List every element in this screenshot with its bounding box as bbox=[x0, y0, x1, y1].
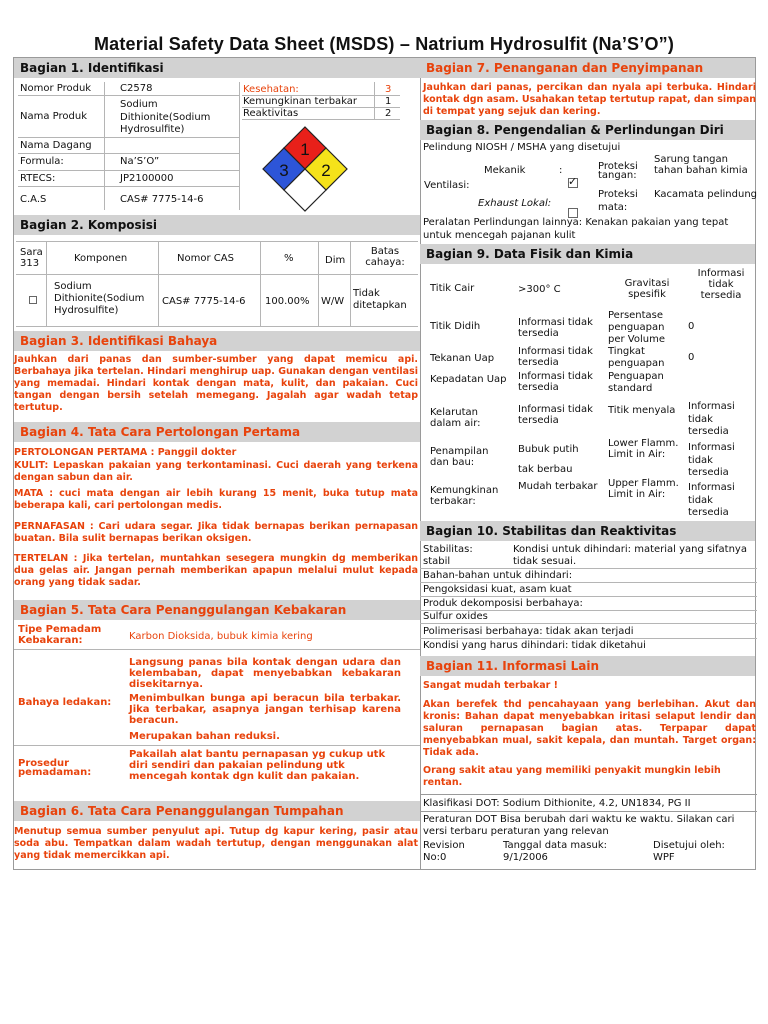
document-title: Material Safety Data Sheet (MSDS) – Natrium Hydrosulfit (Na’S’O”) bbox=[93, 34, 675, 54]
approved-by: Disetujui oleh: WPF bbox=[653, 840, 725, 863]
right-column bbox=[420, 58, 755, 869]
phys-label-melting: Titik Cair bbox=[430, 283, 475, 294]
phys-label-gravity: Gravitasi spesifik bbox=[624, 278, 670, 300]
ppe-hand-value: Sarung tangan tahan bahan kimia bbox=[654, 154, 748, 176]
section-1-header: Bagian 1. Identifikasi bbox=[14, 58, 420, 78]
phys-label-evap-rate: Tingkat penguapan bbox=[608, 346, 665, 369]
section-7-text: Jauhkan dari panas, percikan dan nyala api terbuka. Hindari kontak dgn asam. Usahakan tetap tertutup rapat, dan simpan di tempat yang sejuk dan kering. bbox=[423, 82, 756, 117]
comp-col-limit: Batas cahaya: bbox=[365, 246, 405, 268]
section-2-body bbox=[14, 237, 420, 332]
section-7-header: Bagian 7. Penanganan dan Penyimpanan bbox=[420, 58, 755, 78]
phys-label-evap-percent: Persentase penguapan per Volume bbox=[608, 310, 665, 345]
explosion-hazard-1: Langsung panas bila kontak dengan udara dan kelembaban, dapat menyebabkan kebakaran disekitarnya. bbox=[129, 657, 401, 690]
phys-value-flashpoint: Informasi tidak tersedia bbox=[688, 401, 735, 437]
phys-value-evap-percent: 0 bbox=[688, 321, 695, 332]
phys-label-vapor-pressure: Tekanan Uap bbox=[430, 353, 495, 364]
section-11-header: Bagian 11. Informasi Lain bbox=[420, 656, 755, 676]
section-6-header: Bagian 6. Tata Cara Penanggulangan Tumpahan bbox=[14, 801, 420, 821]
hazard-label-reactivity: Reaktivitas bbox=[243, 108, 299, 119]
id-value-cas: CAS# 7775-14-6 bbox=[120, 194, 204, 205]
phys-label-solubility: Kelarutan dalam air: bbox=[430, 407, 481, 429]
phys-label-ufl: Upper Flamm. Limit in Air: bbox=[608, 478, 679, 500]
revision-number: Revision No:0 bbox=[423, 840, 465, 863]
phys-value-flammability: Mudah terbakar bbox=[518, 481, 598, 492]
phys-label-vapor-density: Kepadatan Uap bbox=[430, 374, 507, 385]
nfpa-diamond bbox=[262, 126, 348, 212]
section-2-header: Bagian 2. Komposisi bbox=[14, 215, 420, 235]
id-label-rtecs: RTECS: bbox=[20, 173, 56, 184]
mechanical-check-mark: ✓ bbox=[568, 175, 578, 188]
comp-col-dim: Dim bbox=[325, 255, 346, 266]
id-value-product-name: Sodium Dithionite(Sodium Hydrosulfite) bbox=[120, 99, 211, 135]
explosion-hazard-2: Menimbulkan bunga api beracun bila terbakar. Jika terbakar, asapnya jangan terhisap karena beracun. bbox=[129, 693, 401, 726]
id-label-product-number: Nomor Produk bbox=[20, 83, 92, 94]
firefighting-procedure-value: Pakailah alat bantu pernapasan yg cukup utk diri sendiri dan pakaian pelindung utk mencegah kontak dgn kulit dan pakaian. bbox=[129, 749, 386, 782]
comp-col-component: Komponen bbox=[74, 253, 128, 264]
comp-value-dim: W/W bbox=[321, 296, 345, 307]
hazard-value-health: 3 bbox=[385, 84, 392, 95]
comp-col-cas: Nomor CAS bbox=[177, 253, 234, 264]
id-label-product-name: Nama Produk bbox=[20, 111, 87, 122]
section-8-body bbox=[420, 140, 755, 240]
section-8-header: Bagian 8. Pengendalian & Perlindungan Diri bbox=[420, 120, 755, 140]
section-3-text: Jauhkan dari panas dan sumber-sumber yang dapat memicu api. Berbahaya jika tertelan. Hindari menghirup uap. Gunakan dengan ventilasi yang memadai. Hindari kontak dengan mata, kulit, dan pakaian. Cuci tangan dengan bersih setelah memegang. Jagalah agar wadah tetap tertutup. bbox=[14, 354, 418, 413]
phys-label-flashpoint: Titik menyala bbox=[608, 405, 676, 416]
section-10-body bbox=[420, 542, 755, 654]
nfpa-fire-number: 1 bbox=[300, 140, 310, 159]
phys-value-gravity: Informasi tidak tersedia bbox=[697, 268, 745, 301]
first-aid-call-doctor: PERTOLONGAN PERTAMA : Panggil dokter bbox=[14, 447, 237, 458]
section-3-header: Bagian 3. Identifikasi Bahaya bbox=[14, 331, 420, 351]
section-5-header: Bagian 5. Tata Cara Penanggulangan Kebakaran bbox=[14, 600, 420, 620]
section-10-header: Bagian 10. Stabilitas dan Reaktivitas bbox=[420, 521, 755, 541]
msds-sheet bbox=[13, 57, 756, 870]
other-info-sensitive: Orang sakit atau yang memiliki penyakit mungkin lebih rentan. bbox=[423, 765, 721, 788]
first-aid-ingestion: TERTELAN : Jika tertelan, muntahkan sesegera mungkin dg memberikan dua gelas air. Jangan pernah memberikan apapun melalui mulut kepada orang yang tidak sadar. bbox=[14, 553, 418, 588]
ppe-ventilation-label: Ventilasi: bbox=[424, 180, 470, 191]
phys-label-evap-standard: Penguapan standard bbox=[608, 371, 664, 394]
ppe-eye-label: Proteksi mata: bbox=[598, 189, 638, 213]
section-9-body bbox=[420, 266, 755, 516]
ppe-eye-value: Kacamata pelindung bbox=[654, 189, 757, 200]
explosion-hazard-3: Merupakan bahan reduksi. bbox=[129, 731, 280, 742]
phys-label-boiling: Titik Didih bbox=[430, 321, 481, 332]
phys-value-vapor-density: Informasi tidak tersedia bbox=[518, 371, 593, 393]
ppe-mechanical-colon: : bbox=[559, 165, 563, 176]
first-aid-breathing: PERNAFASAN : Cari udara segar. Jika tidak bernapas berikan pernapasan buatan. Bila sulit bernapas berikan oksigen. bbox=[14, 521, 418, 544]
materials-avoid-label: Bahan-bahan untuk dihindari: bbox=[423, 570, 573, 581]
left-column bbox=[14, 58, 421, 869]
id-label-trade-name: Nama Dagang bbox=[20, 140, 92, 151]
phys-label-flammability: Kemungkinan terbakar: bbox=[430, 485, 499, 507]
hazard-label-flammability: Kemungkinan terbakar bbox=[243, 96, 358, 107]
phys-value-vapor-pressure: Informasi tidak tersedia bbox=[518, 346, 593, 368]
comp-col-percent: % bbox=[284, 253, 294, 264]
decomposition-value: Sulfur oxides bbox=[423, 611, 488, 622]
comp-value-component: Sodium Dithionite(Sodium Hydrosulfite) bbox=[54, 281, 145, 316]
first-aid-skin: KULIT: Lepaskan pakaian yang terkontaminasi. Cuci daerah yang terkena dengan sabun dan air. bbox=[14, 460, 418, 483]
date-entered: Tanggal data masuk: 9/1/2006 bbox=[503, 840, 607, 863]
comp-value-limit: Tidak ditetapkan bbox=[353, 288, 407, 311]
section-1-body bbox=[14, 78, 420, 213]
stability-value: Kondisi untuk dihindari: material yang sifatnya tidak sesuai. bbox=[513, 544, 747, 567]
other-info-effects: Akan berefek thd pencahayaan yang berlebihan. Akut dan kronis: Bahan dapat menyebabkan iritasi selaput lendir dan saluran pernapasan bagian atas. Terpapar dapat menyebabkan mual, sakit kepala, dan muntah. Target organ: Tidak ada. bbox=[423, 699, 756, 758]
comp-col-sara: Sara 313 bbox=[20, 247, 43, 269]
materials-avoid-value: Pengoksidasi kuat, asam kuat bbox=[423, 584, 572, 595]
firefighting-procedure-label: Prosedur pemadaman: bbox=[18, 758, 92, 778]
comp-value-cas: CAS# 7775-14-6 bbox=[162, 296, 246, 307]
phys-value-ufl: Informasi tidak tersedia bbox=[688, 482, 735, 518]
phys-value-melting: >300° C bbox=[518, 284, 561, 295]
stability-label: Stabilitas: stabil bbox=[423, 544, 473, 567]
nfpa-health-number: 3 bbox=[279, 161, 289, 180]
ppe-other: Peralatan Perlindungan lainnya: Kenakan pakaian yang tepat untuk mencegah pajanan kulit bbox=[423, 217, 729, 241]
phys-value-boiling: Informasi tidak tersedia bbox=[518, 317, 593, 339]
hazard-value-reactivity: 2 bbox=[385, 108, 392, 119]
id-label-cas: C.A.S bbox=[20, 194, 47, 205]
id-value-product-number: C2578 bbox=[120, 83, 153, 94]
ppe-exhaust-label: Exhaust Lokal: bbox=[478, 198, 552, 209]
explosion-hazard-label: Bahaya ledakan: bbox=[18, 697, 112, 708]
id-value-rtecs: JP2100000 bbox=[120, 173, 174, 184]
phys-label-lfl: Lower Flamm. Limit in Air: bbox=[608, 438, 679, 460]
first-aid-eyes: MATA : cuci mata dengan air lebih kurang 15 menit, buka tutup mata beberapa kali, cari pertolongan medis. bbox=[14, 488, 418, 511]
dot-regulation-note: Peraturan DOT Bisa berubah dari waktu ke waktu. Silakan cari versi terbaru peraturan yang relevan bbox=[423, 814, 735, 837]
section-6-text: Menutup semua sumber penyulut api. Tutup dg kapur kering, pasir atau soda abu. Tempatkan dalam wadah tertutup, dengan menggunakan alat yang tidak memercikkan api. bbox=[14, 826, 418, 861]
fire-extinguisher-value: Karbon Dioksida, bubuk kimia kering bbox=[129, 631, 313, 642]
nfpa-reactivity-number: 2 bbox=[321, 161, 331, 180]
section-9-header: Bagian 9. Data Fisik dan Kimia bbox=[420, 244, 755, 264]
phys-value-lfl: Informasi tidak tersedia bbox=[688, 442, 735, 478]
decomposition-label: Produk dekomposisi berbahaya: bbox=[423, 598, 583, 609]
section-5-body bbox=[14, 621, 420, 787]
phys-value-evap-rate: 0 bbox=[688, 352, 695, 363]
hazard-label-health: Kesehatan: bbox=[243, 84, 299, 95]
ppe-mechanical-label: Mekanik bbox=[484, 165, 526, 176]
other-info-flammable: Sangat mudah terbakar ! bbox=[423, 680, 558, 691]
id-value-formula: Na’S’O” bbox=[120, 156, 160, 167]
section-4-header: Bagian 4. Tata Cara Pertolongan Pertama bbox=[14, 422, 420, 442]
phys-value-solubility: Informasi tidak tersedia bbox=[518, 404, 593, 426]
conditions-avoid: Kondisi yang harus dihindari: tidak diketahui bbox=[423, 640, 646, 651]
sara-checkbox[interactable] bbox=[29, 296, 37, 304]
comp-value-percent: 100.00% bbox=[265, 296, 310, 307]
id-label-formula: Formula: bbox=[20, 156, 64, 167]
phys-label-appearance: Penampilan dan bau: bbox=[430, 446, 489, 468]
polymerization: Polimerisasi berbahaya: tidak akan terjadi bbox=[423, 626, 634, 637]
hazard-value-flammability: 1 bbox=[385, 96, 392, 107]
dot-classification: Klasifikasi DOT: Sodium Dithionite, 4.2, UN1834, PG II bbox=[423, 798, 691, 809]
ppe-hand-label: Proteksi tangan: bbox=[598, 161, 638, 181]
phys-value-appearance: Bubuk putih tak berbau bbox=[518, 444, 579, 475]
fire-extinguisher-label: Tipe Pemadam Kebakaran: bbox=[18, 624, 102, 646]
ppe-respirator: Pelindung NIOSH / MSHA yang disetujui bbox=[423, 142, 621, 153]
